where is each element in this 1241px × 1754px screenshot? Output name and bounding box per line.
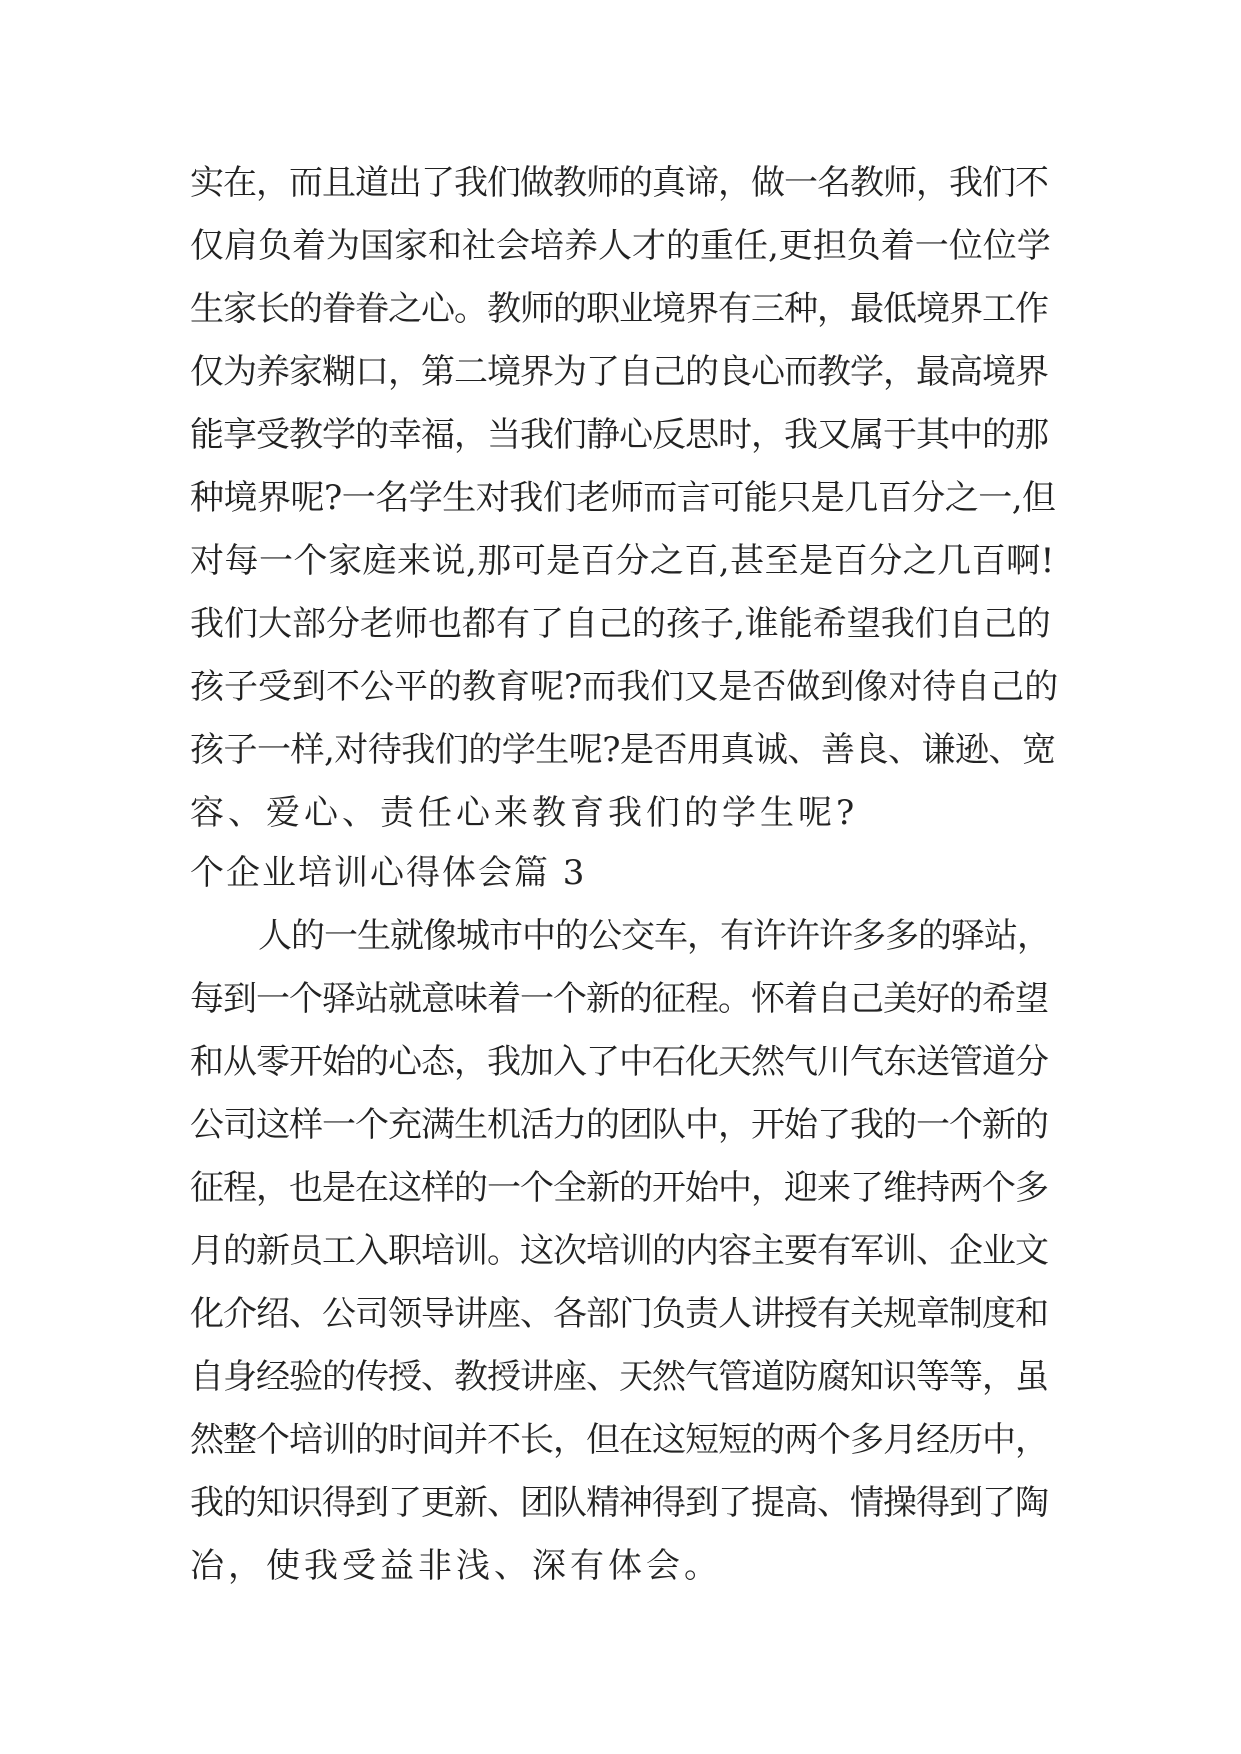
text-line: 公司这样一个充满生机活力的团队中，开始了我的一个新的 (190, 1105, 1048, 1145)
text-line: 人的一生就像城市中的公交车，有许许许多多的驿站， (258, 916, 1050, 956)
text-line: 每到一个驿站就意味着一个新的征程。怀着自己美好的希望 (190, 979, 1048, 1019)
text-line: 孩子一样,对待我们的学生呢?是否用真诚、善良、谦逊、宽 (190, 730, 1056, 770)
text-line: 实在，而且道出了我们做教师的真谛，做一名教师，我们不 (190, 163, 1048, 203)
text-line: 征程，也是在这样的一个全新的开始中，迎来了维持两个多 (190, 1168, 1048, 1208)
text-line: 然整个培训的时间并不长，但在这短短的两个多月经历中， (190, 1420, 1048, 1460)
paragraph-teacher-reflection (190, 152, 1060, 845)
text-line: 对每一个家庭来说,那可是百分之百,甚至是百分之几百啊! (190, 541, 1055, 581)
paragraph-training-experience (190, 905, 1060, 1598)
text-line: 容、爱心、责任心来教育我们的学生呢? (190, 793, 859, 833)
text-line: 冶，使我受益非浅、深有体会。 (190, 1546, 722, 1586)
text-line: 生家长的眷眷之心。教师的职业境界有三种，最低境界工作 (190, 289, 1048, 329)
text-line: 化介绍、公司领导讲座、各部门负责人讲授有关规章制度和 (190, 1294, 1048, 1334)
text-line: 能享受教学的幸福，当我们静心反思时，我又属于其中的那 (190, 415, 1048, 455)
text-line: 种境界呢?一名学生对我们老师而言可能只是几百分之一,但 (190, 478, 1056, 518)
text-line: 自身经验的传授、教授讲座、天然气管道防腐知识等等，虽 (190, 1357, 1048, 1397)
section-heading: 个企业培训心得体会篇 3 (190, 853, 587, 893)
text-line: 仅肩负着为国家和社会培养人才的重任,更担负着一位位学 (190, 226, 1051, 266)
text-line: 月的新员工入职培训。这次培训的内容主要有军训、企业文 (190, 1231, 1048, 1271)
text-line: 我们大部分老师也都有了自己的孩子,谁能希望我们自己的 (190, 604, 1051, 644)
text-line: 我的知识得到了更新、团队精神得到了提高、情操得到了陶 (190, 1483, 1048, 1523)
text-line: 和从零开始的心态，我加入了中石化天然气川气东送管道分 (190, 1042, 1048, 1082)
text-line: 仅为养家糊口，第二境界为了自己的良心而教学，最高境界 (190, 352, 1048, 392)
text-line: 孩子受到不公平的教育呢?而我们又是否做到像对待自己的 (190, 667, 1059, 707)
